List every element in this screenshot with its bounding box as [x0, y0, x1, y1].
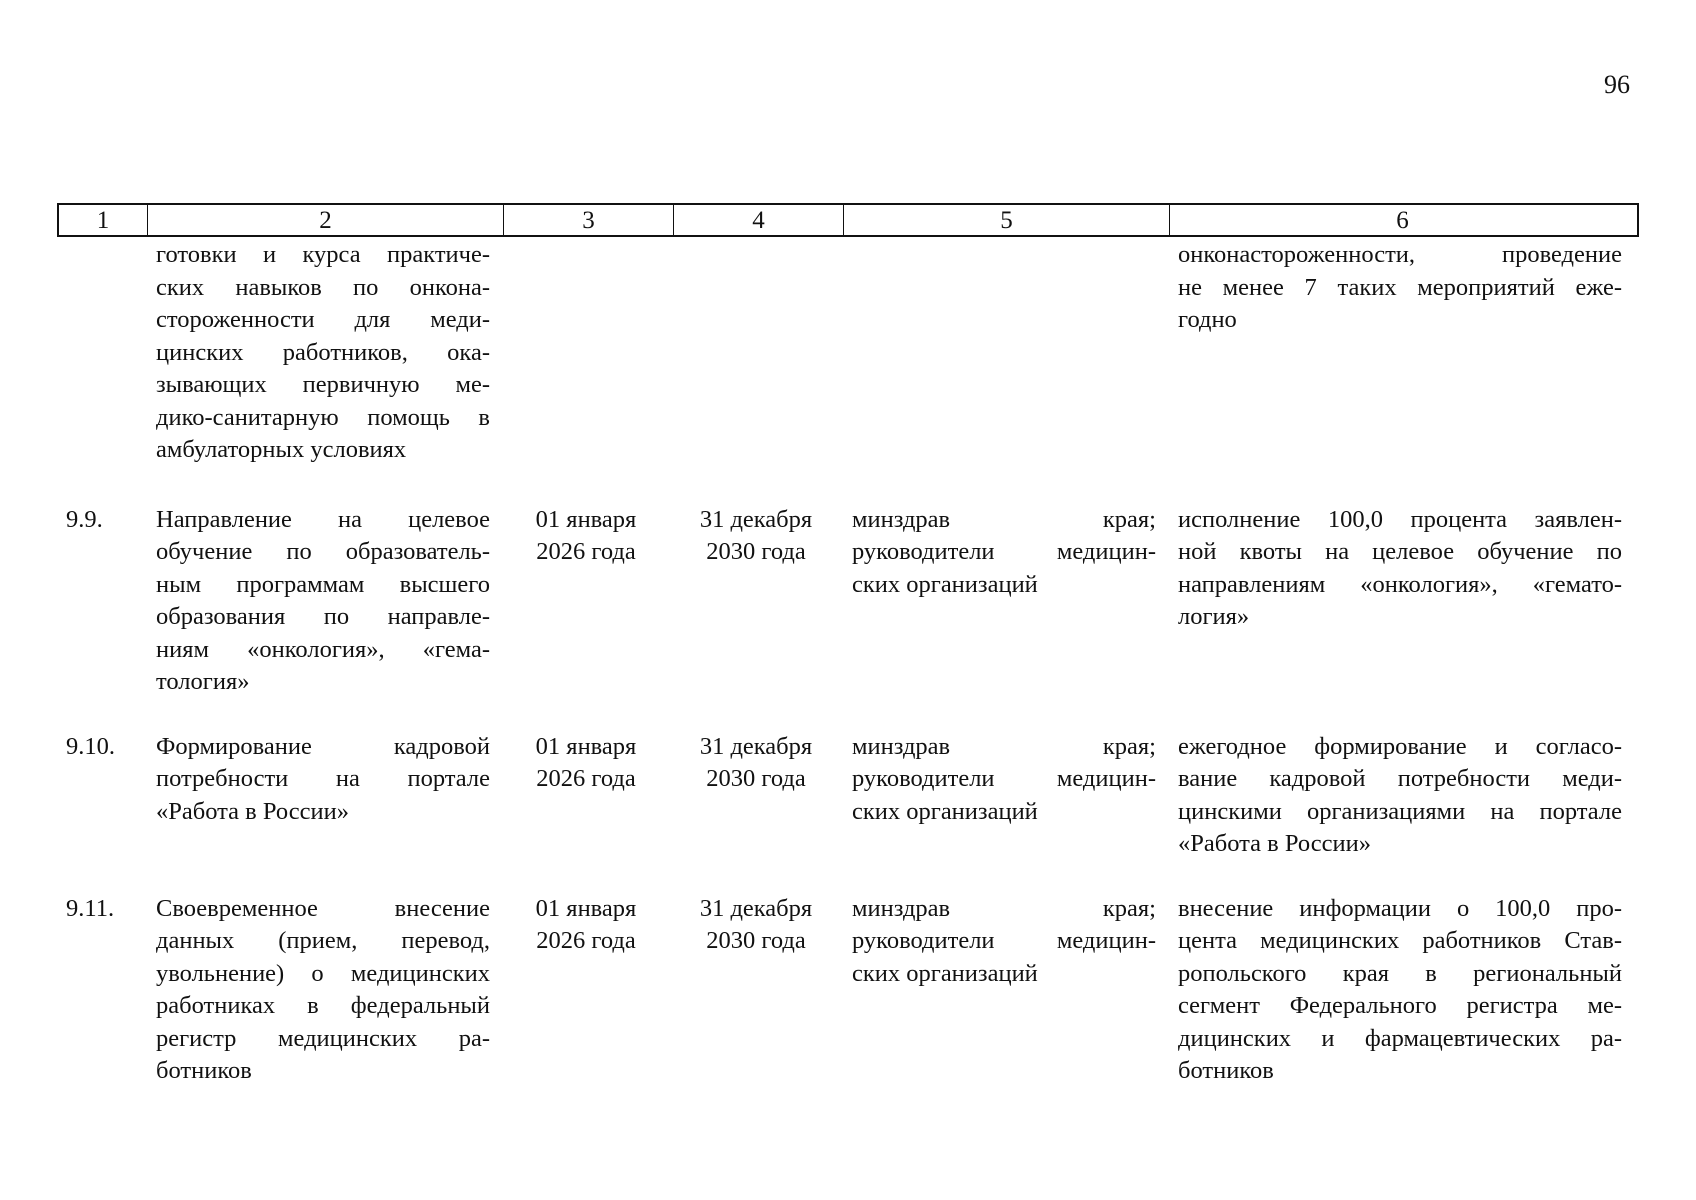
cell-line: 2026 года	[536, 538, 636, 565]
row-number	[57, 239, 145, 467]
cell-line: ских навыков по онкона-	[156, 273, 490, 301]
start-date	[501, 731, 671, 861]
cell-line: онконастороженности, проведение	[1178, 241, 1622, 268]
cell-line: тология»	[156, 668, 250, 695]
responsible	[841, 504, 1167, 699]
cell-line: минздрав края;	[852, 894, 1156, 922]
cell-line: зывающих первичную ме-	[156, 371, 490, 398]
plan-table	[57, 203, 1639, 1088]
end-date	[671, 893, 841, 1088]
cell-line: готовки и курса практиче-	[156, 241, 490, 268]
responsible	[841, 893, 1167, 1088]
cell-line: цента медицинских работников Став-	[1178, 927, 1622, 954]
measure-text	[145, 731, 501, 861]
cell-line: ниям «онкология», «гема-	[156, 635, 490, 663]
cell-line: Своевременное внесение	[156, 894, 490, 922]
cell-line: цинскими организациями на портале	[1178, 797, 1622, 825]
page-number: 96	[1604, 70, 1630, 99]
table-row-continuation	[57, 239, 1639, 467]
cell-line: ских организаций	[852, 959, 1038, 987]
cell-line: минздрав края;	[852, 505, 1156, 533]
cell-line: ным программам высшего	[156, 570, 490, 598]
cell-line: руководители медицин-	[852, 538, 1156, 565]
cell-line: 2030 года	[706, 538, 806, 565]
header-col-2: 2	[147, 205, 503, 236]
cell-line: руководители медицин-	[852, 765, 1156, 792]
cell-line: 01 января	[535, 732, 637, 760]
cell-line: внесение информации о 100,0 про-	[1178, 894, 1622, 922]
cell-line: 01 января	[535, 894, 637, 922]
cell-line: не менее 7 таких мероприятий еже-	[1178, 273, 1622, 301]
cell-line: исполнение 100,0 процента заявлен-	[1178, 505, 1622, 533]
cell-line: «Работа в России»	[1178, 830, 1371, 857]
cell-line: Направление на целевое	[156, 505, 490, 533]
responsible	[841, 731, 1167, 861]
cell-line: ропольского края в региональный	[1178, 959, 1622, 987]
cell-line: 2026 года	[536, 765, 636, 792]
expected-result	[1167, 239, 1633, 467]
end-date	[671, 504, 841, 699]
cell-line: 2030 года	[706, 765, 806, 792]
cell-line: обучение по образователь-	[156, 538, 490, 565]
header-col-3: 3	[503, 205, 673, 236]
cell-line: ских организаций	[852, 797, 1038, 825]
cell-line: регистр медицинских ра-	[156, 1024, 490, 1052]
cell-line: Формирование кадровой	[156, 732, 490, 760]
cell-line: образования по направле-	[156, 603, 490, 630]
measure-text	[145, 504, 501, 699]
measure-text	[145, 893, 501, 1088]
table-row	[57, 731, 1639, 861]
measure-text	[145, 239, 501, 467]
cell-line: 31 декабря	[699, 732, 813, 760]
cell-line: ежегодное формирование и согласо-	[1178, 732, 1622, 760]
cell-line: 31 декабря	[699, 505, 813, 533]
cell-line: ботников	[1178, 1057, 1274, 1084]
cell-line: 01 января	[535, 505, 637, 533]
cell-line: сегмент Федерального регистра ме-	[1178, 992, 1622, 1019]
row-number: 9.10.	[66, 732, 115, 760]
cell-line: «Работа в России»	[156, 797, 349, 825]
cell-line: амбулаторных условиях	[156, 436, 407, 463]
table-row	[57, 504, 1639, 699]
header-col-1: 1	[96, 207, 110, 234]
cell-line: направлениям «онкология», «гемато-	[1178, 570, 1622, 598]
expected-result	[1167, 504, 1633, 699]
start-date	[501, 504, 671, 699]
cell-line: минздрав края;	[852, 732, 1156, 760]
table-row	[57, 893, 1639, 1088]
start-date	[501, 893, 671, 1088]
cell-line: руководители медицин-	[852, 927, 1156, 954]
end-date	[671, 731, 841, 861]
cell-line: дицинских и фармацевтических ра-	[1178, 1024, 1622, 1052]
cell-line: вание кадровой потребности меди-	[1178, 765, 1622, 792]
expected-result	[1167, 731, 1633, 861]
cell-line: потребности на портале	[156, 765, 490, 792]
row-number: 9.11.	[66, 894, 115, 922]
cell-line: 2030 года	[706, 927, 806, 954]
cell-line: 2026 года	[536, 927, 636, 954]
cell-line: логия»	[1178, 603, 1250, 630]
expected-result	[1167, 893, 1633, 1088]
start-date	[501, 239, 671, 467]
header-col-4: 4	[673, 205, 843, 236]
cell-line: 31 декабря	[699, 894, 813, 922]
cell-line: дико-санитарную помощь в	[156, 403, 490, 431]
cell-line: увольнение) о медицинских	[156, 959, 490, 987]
table-header	[57, 203, 1639, 237]
cell-line: данных (прием, перевод,	[156, 927, 490, 954]
responsible	[841, 239, 1167, 467]
header-col-6: 6	[1169, 205, 1635, 236]
cell-line: годно	[1178, 306, 1237, 333]
end-date	[671, 239, 841, 467]
header-col-5: 5	[843, 205, 1169, 236]
cell-line: стороженности для меди-	[156, 306, 490, 333]
cell-line: ских организаций	[852, 570, 1038, 598]
cell-line: ботников	[156, 1057, 252, 1084]
cell-line: цинских работников, ока-	[156, 338, 490, 366]
cell-line: работниках в федеральный	[156, 992, 490, 1019]
cell-line: ной квоты на целевое обучение по	[1178, 538, 1622, 565]
row-number: 9.9.	[66, 505, 103, 533]
